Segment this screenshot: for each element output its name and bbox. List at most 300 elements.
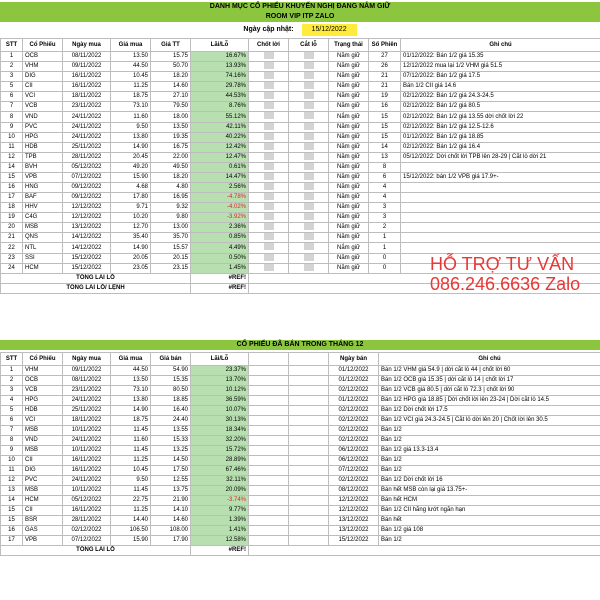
table-cell [289,102,329,112]
table-row [1,152,600,162]
table-cell [289,52,329,62]
table-cell: 10.12% [191,386,249,396]
table-cell: 09/11/2022 [63,366,111,376]
table-cell: 29.78% [191,82,249,92]
table-cell [289,426,329,436]
table-cell: 06/12/2022 [329,446,379,456]
total-value: #REF! [191,546,249,556]
table-row [1,172,600,182]
table-cell: 12.55 [151,476,191,486]
table-row [1,193,600,203]
table-cell: 09/11/2022 [63,62,111,72]
table-cell: 14.10 [151,506,191,516]
table-cell: 9 [1,122,23,132]
column-header: Cổ Phiếu [23,353,63,366]
table-cell: 20 [1,223,23,233]
table-cell [249,142,289,152]
table-cell: 1.41% [191,526,249,536]
column-header: Trạng thái [329,39,369,52]
table-row [1,416,600,426]
table-cell [289,436,329,446]
table-cell: 17 [1,193,23,203]
table-cell: 21 [369,72,401,82]
table-cell: 15.33 [151,436,191,446]
table-cell [249,243,289,253]
table-cell: 01/12/2022 [329,366,379,376]
redacted-value [264,82,274,89]
table-cell: -4.78% [191,193,249,203]
table-cell [249,526,289,536]
sold-table [0,352,600,556]
table-cell: 13/12/2022 [63,223,111,233]
table-cell: 18.20 [151,172,191,182]
table-cell: 11.60 [111,112,151,122]
table-cell: 01/12/2022: Bán 1/2 giá 18.85 [401,132,600,142]
table-cell: 15 [1,506,23,516]
table-cell: 15/12/2022 [329,536,379,546]
table-cell: 8 [1,112,23,122]
table-cell: C4G [23,213,63,223]
column-header: Ngày mua [63,39,111,52]
table-cell: 49.20 [111,162,151,172]
table-cell [289,406,329,416]
table-cell [249,102,289,112]
table-cell [289,263,329,273]
table-cell: 6 [1,416,23,426]
column-header: Cổ Phiếu [23,39,63,52]
table-cell: OCB [23,52,63,62]
column-header: Giá mua [111,39,151,52]
table-cell: 02/12/2022: Bán 1/2 giá 80.5 [401,102,600,112]
table-cell: 18.75 [111,416,151,426]
table-cell: 16/11/2022 [63,456,111,466]
table-cell [289,376,329,386]
table-cell: VPB [23,172,63,182]
table-cell: BAF [23,193,63,203]
table-cell: Bán 1/2 VCB giá 80.5 | dời cắt lỗ 72.3 | chốt lời 90 [379,386,600,396]
table-cell [249,396,289,406]
table-cell: 40.22% [191,132,249,142]
table-cell [249,376,289,386]
table-cell: 6 [369,172,401,182]
table-cell: Bán 1/2 giá 13.3-13.4 [379,446,600,456]
redacted-value [304,153,314,160]
total-row [1,546,600,556]
table-cell [249,456,289,466]
table-cell: 24/11/2022 [63,122,111,132]
table-cell: VHM [23,366,63,376]
table-cell: 14.90 [111,142,151,152]
redacted-value [304,213,314,220]
table-cell: 5 [1,82,23,92]
table-cell: 73.10 [111,386,151,396]
table-cell [249,223,289,233]
table-cell: 15/12/2022: bán 1/2 VPB giá 17.9+- [401,172,600,182]
table-cell: Nắm giữ [329,122,369,132]
table-cell: 2 [1,62,23,72]
table-cell [401,193,600,203]
table-cell: Nắm giữ [329,92,369,102]
table-cell: 26 [369,62,401,72]
table-cell: MSB [23,486,63,496]
table-cell: VPB [23,536,63,546]
table-row [1,142,600,152]
table-cell: 12.47% [191,152,249,162]
table-row [1,183,600,193]
table-cell: 13.80 [111,396,151,406]
table-cell: 13.50 [151,122,191,132]
table-row [1,112,600,122]
table-cell: 44.53% [191,92,249,102]
table-cell: 16.67% [191,52,249,62]
table-row [1,386,600,396]
table-cell [289,203,329,213]
total-value: #REF! [191,273,249,283]
table-cell: 15 [369,132,401,142]
table-cell: VHM [23,62,63,72]
table-cell: 4 [1,396,23,406]
table-cell: Bán 1/2 CII giá 14.6 [401,82,600,92]
table-cell: 108.00 [151,526,191,536]
table-cell: Nắm giữ [329,152,369,162]
sold-header-row [1,353,600,366]
section1-subtitle [0,12,600,22]
table-cell: 16 [1,183,23,193]
redacted-value [304,123,314,130]
redacted-value [264,173,274,180]
table-cell: 16/11/2022 [63,82,111,92]
table-cell [249,193,289,203]
table-cell: 16/11/2022 [63,466,111,476]
table-cell: 15.72% [191,446,249,456]
table-cell: 14 [1,162,23,172]
table-cell: 23.15 [151,263,191,273]
table-cell [289,536,329,546]
column-header: Chốt lời [249,39,289,52]
redacted-value [264,92,274,99]
table-cell: 44.50 [111,62,151,72]
table-cell: 14 [1,496,23,506]
table-cell [289,456,329,466]
table-cell: 9 [1,446,23,456]
table-cell: 14/12/2022 [63,233,111,243]
section1-title-text: DANH MỤC CỔ PHIẾU KHUYẾN NGHỊ ĐANG NẮM GIỮ [209,3,391,10]
table-cell [289,82,329,92]
table-cell [289,446,329,456]
table-cell: 13 [369,152,401,162]
table-cell: 23/11/2022 [63,386,111,396]
table-cell: Bán 1/2 VCI giá 24.3-24.5 | Cắt lỗ dời lên 20 | Chốt lời lên 30.5 [379,416,600,426]
table-cell [289,223,329,233]
table-cell: 05/12/2022 [63,496,111,506]
table-cell: 22.75 [111,496,151,506]
table-cell: 16 [1,526,23,536]
table-row [1,132,600,142]
table-cell: 9.32 [151,203,191,213]
table-cell: 09/12/2022 [63,183,111,193]
table-cell: 07/12/2022 [63,536,111,546]
redacted-value [304,102,314,109]
table-cell: 8 [369,162,401,172]
table-cell: 11.25 [111,456,151,466]
table-cell: 02/12/2022 [329,406,379,416]
table-cell: OCB [23,376,63,386]
table-cell: 1 [1,52,23,62]
table-cell: 11 [1,466,23,476]
table-cell: BVH [23,162,63,172]
update-date: 15/12/2022 [302,24,357,36]
table-cell: HCM [23,496,63,506]
table-row [1,62,600,72]
table-cell: 25/11/2022 [63,406,111,416]
table-cell: Nắm giữ [329,142,369,152]
table-cell: 05/12/2022 [63,162,111,172]
table-cell: 17 [1,536,23,546]
table-cell: 67.46% [191,466,249,476]
table-cell: 73.10 [111,102,151,112]
table-cell: 3 [1,72,23,82]
table-cell: 17.50 [151,466,191,476]
table-cell: 1 [369,233,401,243]
table-cell [289,172,329,182]
redacted-value [304,203,314,210]
table-cell: 10.45 [111,466,151,476]
table-cell: 15 [1,516,23,526]
update-label: Ngày cập nhật: [243,26,294,33]
table-cell: 3 [1,386,23,396]
table-cell: Nắm giữ [329,112,369,122]
table-cell [289,386,329,396]
table-cell: 4 [369,183,401,193]
table-cell: 9.50 [111,122,151,132]
table-cell: 13.93% [191,62,249,72]
table-cell: 0 [369,253,401,263]
table-cell: 36.59% [191,396,249,406]
redacted-value [264,264,274,271]
table-cell: 13/12/2022 [329,526,379,536]
redacted-value [264,183,274,190]
table-cell: 12.42% [191,142,249,152]
table-cell: 12/12/2022 mua lại 1/2 VHM giá 51.5 [401,62,600,72]
table-cell [289,132,329,142]
redacted-value [264,193,274,200]
table-cell: 11.25 [111,506,151,516]
table-cell [249,122,289,132]
column-header: Cắt lỗ [289,39,329,52]
table-cell: VCI [23,416,63,426]
table-cell [249,536,289,546]
table-cell: 10.07% [191,406,249,416]
table-cell [249,203,289,213]
table-row [1,526,600,536]
table-cell: NTL [23,243,63,253]
table-cell [289,476,329,486]
table-cell: 4.80 [151,183,191,193]
section2-title [0,340,600,350]
table-cell [249,172,289,182]
table-cell: 3 [369,213,401,223]
table-cell: 12/12/2022 [329,506,379,516]
table-cell: 19 [369,92,401,102]
table-cell: 16/11/2022 [63,506,111,516]
table-cell: 14.50 [151,456,191,466]
table-row [1,436,600,446]
table-row [1,203,600,213]
table-cell: 7 [1,102,23,112]
table-cell: 18.75 [111,92,151,102]
table-cell: 23/11/2022 [63,102,111,112]
table-cell [289,486,329,496]
table-cell: Nắm giữ [329,72,369,82]
table-cell: Bán hết MSB còn lại giá 13.75+- [379,486,600,496]
table-cell: 16/11/2022 [63,72,111,82]
table-cell: 20.15 [151,253,191,263]
table-cell: 0 [369,263,401,273]
table-cell [249,52,289,62]
table-cell: -3.92% [191,213,249,223]
table-cell: Nắm giữ [329,172,369,182]
redacted-value [304,173,314,180]
table-cell: 14.90 [111,406,151,416]
table-cell: 02/12/2022 [329,476,379,486]
redacted-value [264,223,274,230]
table-cell: Nắm giữ [329,233,369,243]
table-cell [401,183,600,193]
column-header: Số Phiên [369,39,401,52]
table-cell: 10/11/2022 [63,446,111,456]
table-cell: 35.40 [111,233,151,243]
table-cell: 15 [369,122,401,132]
table-cell: 27 [369,52,401,62]
table-cell: Nắm giữ [329,263,369,273]
table-cell: VND [23,112,63,122]
table-cell [289,396,329,406]
table-cell: 22.00 [151,152,191,162]
column-header: Ngày bán [329,353,379,366]
table-cell: 80.50 [151,386,191,396]
table-cell: MSB [23,446,63,456]
table-cell: 44.50 [111,366,151,376]
table-cell [289,92,329,102]
table-cell [401,223,600,233]
table-cell: 14.60 [151,82,191,92]
table-row [1,486,600,496]
table-cell [249,406,289,416]
table-cell: 18.34% [191,426,249,436]
table-cell: 02/12/2022 [329,436,379,446]
table-cell: Bán 1/2 [379,536,600,546]
table-cell: 18/11/2022 [63,416,111,426]
table-cell: 09/12/2022 [63,193,111,203]
table-row [1,456,600,466]
table-cell: 18 [1,203,23,213]
column-header [249,353,289,366]
table-cell: 4.68 [111,183,151,193]
table-cell: 8.76% [191,102,249,112]
column-header: Lãi/Lỗ [191,353,249,366]
table-cell [249,496,289,506]
table-cell [401,162,600,172]
table-row [1,102,600,112]
table-cell: 12.70 [111,223,151,233]
table-cell: 2 [1,376,23,386]
column-header: Ghi chú [401,39,600,52]
table-cell: 07/12/2022 [63,172,111,182]
table-cell [289,142,329,152]
table-cell [249,72,289,82]
table-cell [289,526,329,536]
redacted-value [264,153,274,160]
table-cell: Nắm giữ [329,162,369,172]
table-row [1,396,600,406]
table-cell: 13 [1,486,23,496]
table-cell: 106.50 [111,526,151,536]
table-cell: 27.10 [151,92,191,102]
table-cell [289,233,329,243]
table-cell: -4.02% [191,203,249,213]
total-label: TỔNG LÃI LỖ [1,546,191,556]
table-cell [249,446,289,456]
table-cell: 24.40 [151,416,191,426]
table-cell: Bán 1/2 [379,436,600,446]
table-cell: 21.90 [151,496,191,506]
table-cell: MSB [23,426,63,436]
table-cell: Bán 1/2 [379,426,600,436]
section2-title-text: CỔ PHIẾU ĐÃ BÁN TRONG THÁNG 12 [236,341,364,348]
table-cell: 1.45% [191,263,249,273]
table-cell [249,183,289,193]
redacted-value [304,92,314,99]
table-cell [249,263,289,273]
table-cell [401,213,600,223]
table-cell: 49.50 [151,162,191,172]
table-cell [249,162,289,172]
table-cell: 15.75 [151,52,191,62]
table-cell: 0.61% [191,162,249,172]
table-cell [249,546,600,556]
table-cell: 06/12/2022 [329,456,379,466]
table-cell: Bán 1/2 VHM giá 54.9 | dời cắt lỗ 44 | chốt lời 60 [379,366,600,376]
table-cell: 17.80 [111,193,151,203]
redacted-value [264,102,274,109]
table-cell: 15.90 [111,172,151,182]
table-cell [401,233,600,243]
table-cell [249,62,289,72]
table-cell: VCI [23,92,63,102]
redacted-value [304,72,314,79]
table-cell: 13.55 [151,426,191,436]
table-cell: 20.05 [111,253,151,263]
table-cell: 02/12/2022 [329,386,379,396]
table-cell [249,486,289,496]
table-row [1,516,600,526]
redacted-value [304,254,314,261]
table-cell: DIG [23,466,63,476]
table-cell: 9.71 [111,203,151,213]
table-cell: 16.75 [151,142,191,152]
redacted-value [304,112,314,119]
table-cell [249,233,289,243]
column-header: Giá TT [151,39,191,52]
table-cell [289,72,329,82]
table-row [1,72,600,82]
table-cell [249,426,289,436]
table-cell: Bán 1/2 Dời chốt lời 17.5 [379,406,600,416]
table-cell: 10 [1,132,23,142]
table-cell: 02/12/2022 [63,526,111,536]
table-cell: 02/12/2022: Bán 1/2 giá 13.55 dời chốt lời 22 [401,112,600,122]
table-cell [289,416,329,426]
